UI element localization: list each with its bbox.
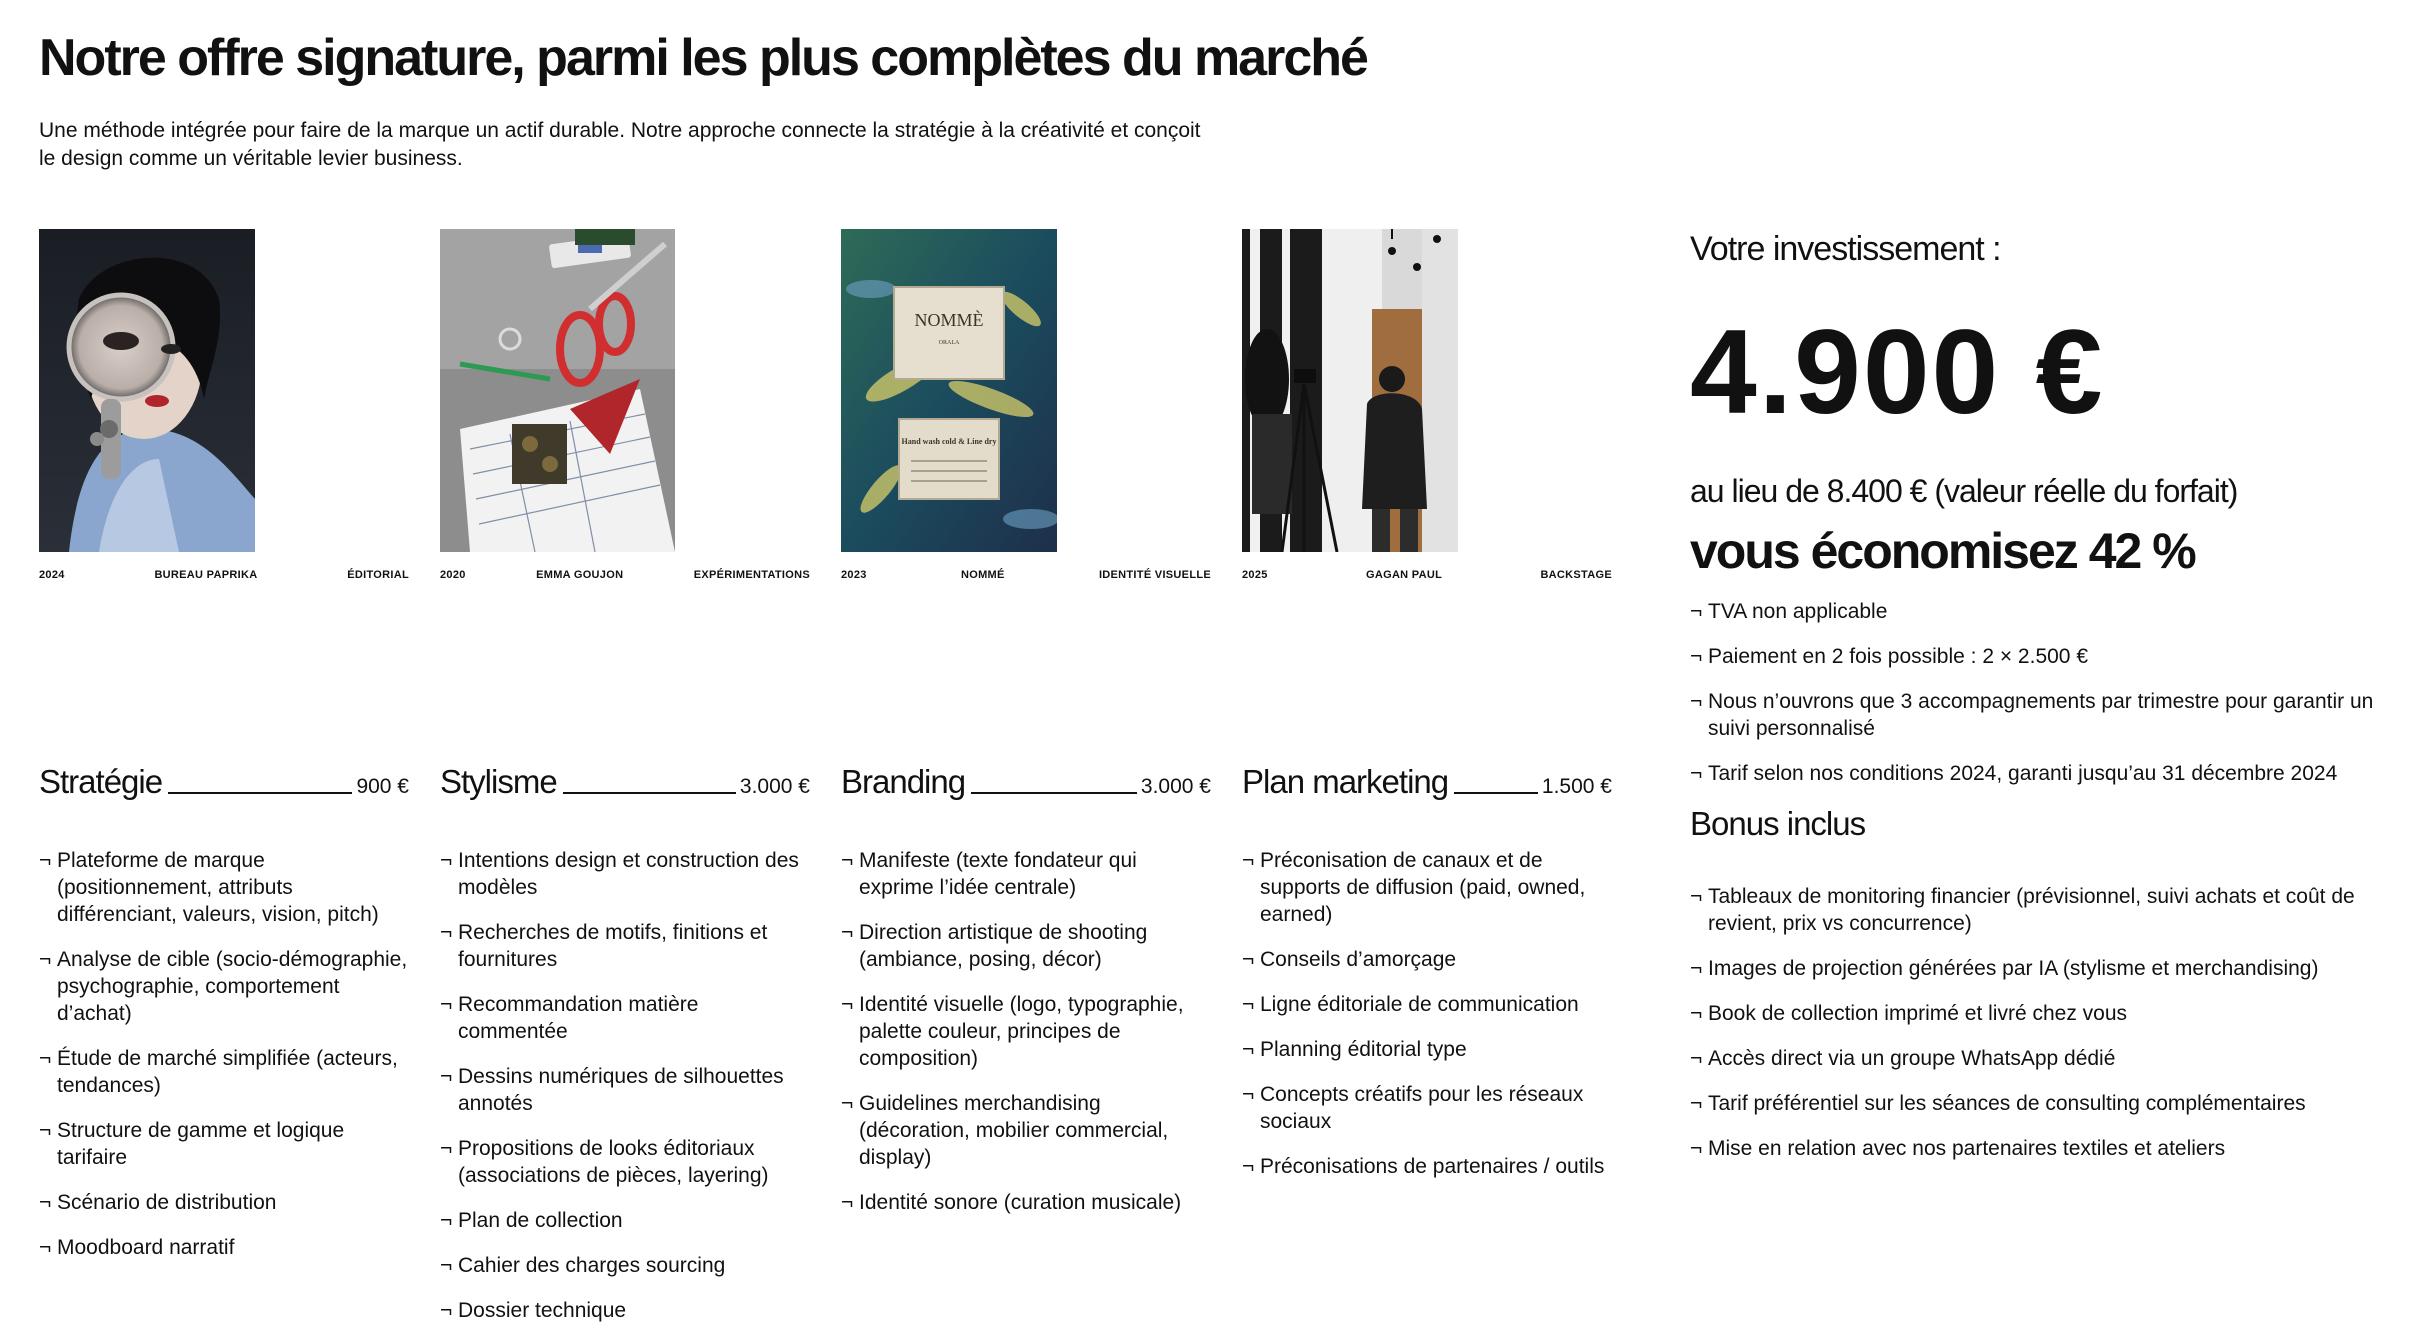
caption-category: EXPÉRIMENTATIONS bbox=[693, 569, 810, 581]
list-item: ¬ Propositions de looks éditoriaux (associations de pièces, layering) bbox=[440, 1135, 810, 1189]
list-item: ¬ Book de collection imprimé et livré chez vous bbox=[1690, 1000, 2390, 1027]
sewing-tools-image bbox=[440, 229, 675, 552]
list-item: ¬ Mise en relation avec nos partenaires textiles et ateliers bbox=[1690, 1135, 2390, 1162]
bonus-list bbox=[1690, 883, 2390, 1162]
list-item: ¬ Structure de gamme et logique tarifaire bbox=[39, 1117, 409, 1171]
dotted-leader-rule bbox=[971, 792, 1137, 794]
caption-category: IDENTITÉ VISUELLE bbox=[1098, 569, 1211, 581]
label-care: Hand wash cold & Line dry bbox=[901, 437, 997, 446]
investment-label: Votre investissement : bbox=[1690, 230, 2001, 268]
photo-caption bbox=[1242, 569, 1612, 581]
label-brand: NOMMÈ bbox=[914, 310, 984, 330]
investment-compare-price: au lieu de 8.400 € (valeur réelle du forfait) bbox=[1690, 473, 2238, 509]
list-item: ¬ Dessins numériques de silhouettes annotés bbox=[440, 1063, 810, 1117]
conditions-list bbox=[1690, 598, 2390, 787]
bonus-title: Bonus inclus bbox=[1690, 805, 1866, 842]
dotted-leader-rule bbox=[563, 792, 736, 794]
list-item: ¬ Étude de marché simplifiée (acteurs, tendances) bbox=[39, 1045, 409, 1099]
service-name: Stylisme bbox=[440, 763, 557, 800]
intro-text: Une méthode intégrée pour faire de la marque un actif durable. Notre approche connecte la stratégie à la créativité et conçoit le design comme un véritable levier business. bbox=[39, 119, 1201, 170]
list-item: ¬ TVA non applicable bbox=[1690, 598, 2390, 625]
list-item: ¬ Planning éditorial type bbox=[1242, 1036, 1612, 1063]
service-deliverables-list bbox=[39, 847, 409, 1279]
list-item: ¬ Tableaux de monitoring financier (prévisionnel, suivi achats et coût de revient, prix vs concurrence) bbox=[1690, 883, 2390, 937]
list-item: ¬ Plateforme de marque (positionnement, attributs différenciant, valeurs, vision, pitch) bbox=[39, 847, 409, 928]
service-price: 3.000 € bbox=[1140, 775, 1211, 798]
experimentations-photo bbox=[440, 229, 675, 552]
photo-caption bbox=[841, 569, 1211, 581]
offer-column-stylisme bbox=[440, 229, 810, 1322]
list-item: ¬ Accès direct via un groupe WhatsApp dédié bbox=[1690, 1045, 2390, 1072]
dotted-leader-rule bbox=[168, 792, 352, 794]
caption-year: 2025 bbox=[1242, 569, 1268, 581]
service-heading bbox=[1242, 764, 1612, 800]
service-price: 900 € bbox=[356, 775, 409, 798]
offer-column-strategie bbox=[39, 229, 409, 1259]
list-item: ¬ Recherches de motifs, finitions et fournitures bbox=[440, 919, 810, 973]
list-item: ¬ Concepts créatifs pour les réseaux sociaux bbox=[1242, 1081, 1612, 1135]
list-item: ¬ Guidelines merchandising (décoration, mobilier commercial, display) bbox=[841, 1090, 1211, 1171]
list-item: ¬ Paiement en 2 fois possible : 2 × 2.500 € bbox=[1690, 643, 2390, 670]
photo-caption bbox=[39, 569, 409, 581]
backstage-photo bbox=[1242, 229, 1458, 552]
service-name: Stratégie bbox=[39, 763, 163, 800]
list-item: ¬ Tarif préférentiel sur les séances de consulting complémentaires bbox=[1690, 1090, 2390, 1117]
service-deliverables-list bbox=[440, 847, 810, 1342]
investment-amount: 4.900 € bbox=[1690, 305, 2105, 439]
list-item: ¬ Conseils d’amorçage bbox=[1242, 946, 1612, 973]
list-item: ¬ Images de projection générées par IA (stylisme et merchandising) bbox=[1690, 955, 2390, 982]
service-heading bbox=[39, 764, 409, 800]
list-item: ¬ Préconisations de partenaires / outils bbox=[1242, 1153, 1612, 1180]
service-name: Branding bbox=[841, 763, 966, 800]
list-item: ¬ Intentions design et construction des modèles bbox=[440, 847, 810, 901]
dotted-leader-rule bbox=[1454, 792, 1538, 794]
clothing-label-image bbox=[841, 229, 1057, 552]
list-item: ¬ Identité visuelle (logo, typographie, palette couleur, principes de composition) bbox=[841, 991, 1211, 1072]
service-price: 3.000 € bbox=[739, 775, 810, 798]
list-item: ¬ Direction artistique de shooting (ambiance, posing, décor) bbox=[841, 919, 1211, 973]
investment-saving: vous économisez 42 % bbox=[1690, 523, 2195, 579]
list-item: ¬ Préconisation de canaux et de supports de diffusion (paid, owned, earned) bbox=[1242, 847, 1612, 928]
list-item: ¬ Cahier des charges sourcing bbox=[440, 1252, 810, 1279]
caption-author: BUREAU PAPRIKA bbox=[154, 569, 258, 581]
portrait-magnifier-image bbox=[39, 229, 255, 552]
caption-year: 2020 bbox=[440, 569, 466, 581]
editorial-photo bbox=[39, 229, 255, 552]
caption-author: GAGAN PAUL bbox=[1365, 569, 1443, 581]
caption-year: 2023 bbox=[841, 569, 867, 581]
service-deliverables-list bbox=[841, 847, 1211, 1234]
caption-year: 2024 bbox=[39, 569, 65, 581]
service-heading bbox=[440, 764, 810, 800]
service-name: Plan marketing bbox=[1242, 763, 1449, 800]
list-item: ¬ Plan de collection bbox=[440, 1207, 810, 1234]
page-title: Notre offre signature, parmi les plus complètes du marché bbox=[39, 29, 1367, 87]
list-item: ¬ Tarif selon nos conditions 2024, garanti jusqu’au 31 décembre 2024 bbox=[1690, 760, 2390, 787]
list-item: ¬ Scénario de distribution bbox=[39, 1189, 409, 1216]
identity-photo bbox=[841, 229, 1057, 552]
caption-author: EMMA GOUJON bbox=[536, 569, 624, 581]
list-item: ¬ Recommandation matière commentée bbox=[440, 991, 810, 1045]
label-sub: ORALA bbox=[938, 340, 960, 346]
offer-column-branding bbox=[841, 229, 1211, 1214]
investment-panel bbox=[1690, 230, 2390, 1180]
photo-caption bbox=[440, 569, 810, 581]
service-price: 1.500 € bbox=[1541, 775, 1612, 798]
caption-category: BACKSTAGE bbox=[1540, 569, 1612, 581]
list-item: ¬ Manifeste (texte fondateur qui exprime l’idée centrale) bbox=[841, 847, 1211, 901]
photo-shoot-backstage-image bbox=[1242, 229, 1458, 552]
list-item: ¬ Identité sonore (curation musicale) bbox=[841, 1189, 1211, 1216]
list-item: ¬ Ligne éditoriale de communication bbox=[1242, 991, 1612, 1018]
list-item: ¬ Moodboard narratif bbox=[39, 1234, 409, 1261]
offer-column-plan-marketing bbox=[1242, 229, 1612, 1178]
list-item: ¬ Dossier technique bbox=[440, 1297, 810, 1324]
list-item: ¬ Nous n’ouvrons que 3 accompagnements par trimestre pour garantir un suivi personnalisé bbox=[1690, 688, 2390, 742]
caption-author: NOMMÉ bbox=[960, 569, 1005, 581]
service-deliverables-list bbox=[1242, 847, 1612, 1198]
service-heading bbox=[841, 764, 1211, 800]
caption-category: ÉDITORIAL bbox=[347, 569, 409, 581]
list-item: ¬ Analyse de cible (socio-démographie, psychographie, comportement d’achat) bbox=[39, 946, 409, 1027]
